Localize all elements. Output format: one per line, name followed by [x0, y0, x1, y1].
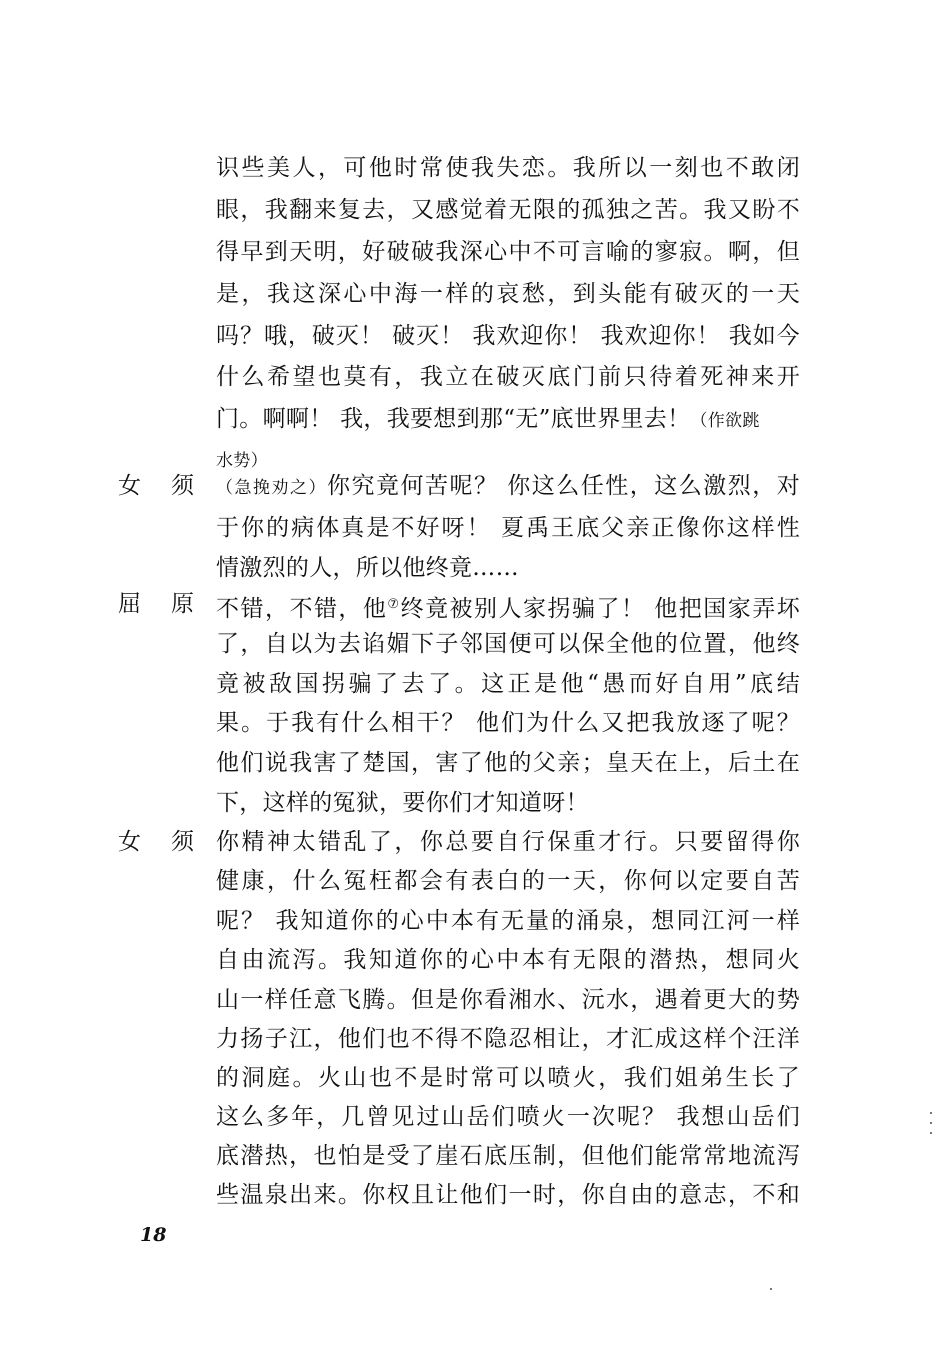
text-line	[216, 475, 800, 500]
dialogue-text: 门。啊啊！ 我，我要想到那“无”底世界里去！	[216, 406, 691, 432]
text-line: 健康，什么冤枉都会有表白的一天，你何以定要自苦	[216, 868, 800, 894]
text-line: 些温泉出来。你权且让他们一时，你自由的意志，不和	[216, 1182, 800, 1208]
text-line: 情激烈的人，所以他终竟……	[216, 555, 519, 581]
text-line: 呢？ 我知道你的心中本有无量的涌泉，想同江河一样	[216, 908, 800, 934]
text-line	[216, 448, 800, 473]
text-line	[216, 593, 800, 621]
stage-direction: （作欲跳	[690, 411, 760, 431]
text-line: 你精神太错乱了，你总要自行保重才行。只要留得你	[216, 829, 800, 855]
text-line: 识些美人，可他时常使我失恋。我所以一刻也不敢闭	[216, 155, 800, 181]
text-line: 得早到天明，好破破我深心中不可言喻的寥寂。啊，但	[216, 239, 800, 265]
text-line: 眼，我翻来复去，又感觉着无限的孤独之苦。我又盼不	[216, 197, 800, 223]
speaker-char: 须	[171, 829, 194, 855]
page-number: 18	[140, 1224, 167, 1246]
speaker-name	[118, 831, 194, 854]
speaker-name	[118, 475, 194, 498]
text-line: 竟被敌国拐骗了去了。这正是他“愚而好自用”底结	[216, 671, 800, 697]
speaker-name	[118, 593, 194, 616]
text-line: 是，我这深心中海一样的哀愁，到头能有破灭的一天	[216, 281, 800, 307]
text-line: 了，自以为去谄媚下子邻国便可以保全他的位置，他终	[216, 631, 800, 657]
text-line: 山一样任意飞腾。但是你看湘水、沅水，遇着更大的势	[216, 987, 800, 1013]
stage-direction: 水势）	[216, 451, 268, 471]
scan-speck	[930, 1132, 932, 1134]
speaker-char: 女	[118, 829, 141, 855]
text-line: 底潜热，也怕是受了崖石底压制，但他们能常常地流泻	[216, 1143, 800, 1169]
dialogue-text: 不错，不错，他	[216, 596, 388, 622]
speaker-char: 原	[171, 591, 194, 617]
text-line: 果。于我有什么相干？ 他们为什么又把我放逐了呢？	[216, 710, 800, 736]
speaker-char: 屈	[118, 591, 141, 617]
text-line: 他们说我害了楚国，害了他的父亲；皇天在上，后土在	[216, 750, 800, 776]
text-line: 自由流泻。我知道你的心中本有无限的潜热，想同火	[216, 947, 800, 973]
text-line: 力扬子江，他们也不得不隐忍相让，才汇成这样个汪洋	[216, 1026, 800, 1052]
text-line	[216, 408, 800, 433]
scan-speck	[770, 1288, 772, 1290]
text-line: 的洞庭。火山也不是时常可以喷火，我们姐弟生长了	[216, 1065, 800, 1091]
speaker-char: 须	[171, 473, 194, 499]
scan-speck	[930, 1122, 932, 1124]
scan-speck	[930, 1112, 932, 1114]
dialogue-text: 终竟被别人家拐骗了！ 他把国家弄坏	[400, 596, 800, 622]
text-line: 吗？哦，破灭！ 破灭！ 我欢迎你！ 我欢迎你！ 我如今	[216, 323, 800, 349]
text-line: 这么多年，几曾见过山岳们喷火一次呢？ 我想山岳们	[216, 1104, 800, 1130]
text-line: 什么希望也莫有，我立在破灭底门前只待着死神来开	[216, 364, 800, 390]
dialogue-text: 你究竟何苦呢？ 你这么任性，这么激烈，对	[326, 473, 801, 499]
footnote-marker[interactable]: ⑦	[387, 597, 401, 612]
speaker-char: 女	[118, 473, 141, 499]
text-line: 下，这样的冤狱，要你们才知道呀！	[216, 790, 589, 816]
stage-direction: （急挽劝之）	[216, 478, 327, 498]
text-line: 于你的病体真是不好呀！ 夏禹王底父亲正像你这样性	[216, 515, 800, 541]
